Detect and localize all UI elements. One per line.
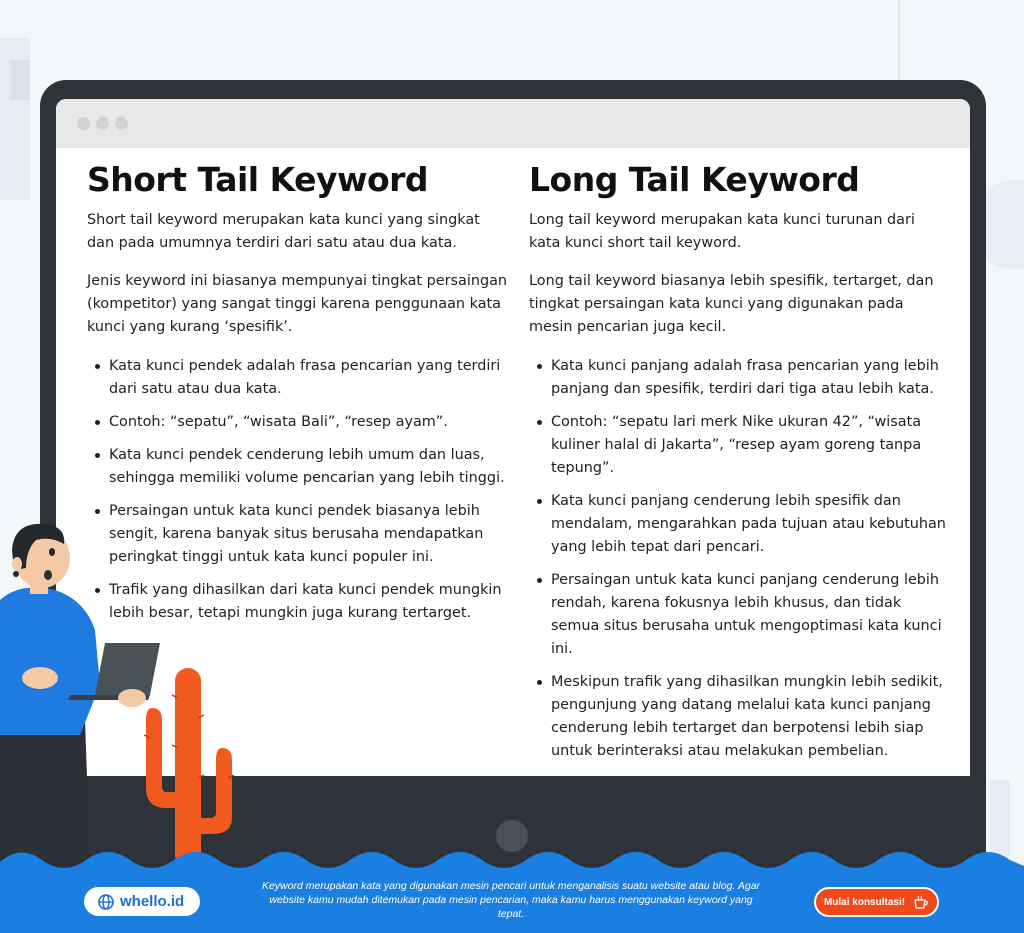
short-tail-paragraph: Jenis keyword ini biasanya mempunyai tingkat persaingan (kompetitor) yang sangat tinggi karena penggunaan kata kunci yang kurang ‘spesifik’. xyxy=(87,273,508,335)
window-dot-3 xyxy=(115,117,128,130)
list-item: Trafik yang dihasilkan dari kata kunci pendek mungkin lebih besar, tetapi mungkin juga kurang tertarget. xyxy=(87,579,507,625)
consultation-button[interactable] xyxy=(814,887,939,917)
list-item: Persaingan untuk kata kunci panjang cenderung lebih rendah, karena fokusnya lebih khusus, dan tidak semua situs berusaha untuk mengoptimasi kata kunci ini. xyxy=(529,569,949,661)
long-tail-paragraph: Long tail keyword biasanya lebih spesifik, tertarget, dan tingkat persaingan kata kunci yang digunakan pada mesin pencarian juga kecil. xyxy=(529,273,934,335)
short-tail-title: Short Tail Keyword xyxy=(87,160,429,199)
list-item: Contoh: “sepatu lari merk Nike ukuran 42”, “wisata kuliner halal di Jakarta”, “resep ayam goreng tanpa tepung”. xyxy=(529,411,949,480)
list-item: Contoh: “sepatu”, “wisata Bali”, “resep ayam”. xyxy=(87,411,507,434)
list-item: Kata kunci panjang adalah frasa pencarian yang lebih panjang dan spesifik, terdiri dari tiga atau lebih kata. xyxy=(529,355,949,401)
list-item: Persaingan untuk kata kunci pendek biasanya lebih sengit, karena banyak situs berusaha mendapatkan peringkat tinggi untuk kata kunci populer ini. xyxy=(87,500,507,569)
consultation-button-label: Mulai konsultasi! xyxy=(823,896,906,908)
person-illustration xyxy=(0,520,160,880)
window-dot-2 xyxy=(96,117,109,130)
long-tail-bullet-list xyxy=(529,355,949,763)
window-dot-1 xyxy=(77,117,90,130)
logo-text: whello.id xyxy=(120,893,185,910)
long-tail-column xyxy=(529,161,949,773)
list-item: Kata kunci pendek adalah frasa pencarian yang terdiri dari satu atau dua kata. xyxy=(87,355,507,401)
short-tail-paragraph: Short tail keyword merupakan kata kunci yang singkat dan pada umumnya terdiri dari satu atau dua kata. xyxy=(87,212,480,251)
whello-logo[interactable] xyxy=(84,887,200,916)
footer-description: Keyword merupakan kata yang digunakan mesin pencari untuk menganalisis suatu website atau blog. Agar website kamu mudah ditemukan pada mesin pencarian, maka kamu harus menggunakan keyword yang tepat. xyxy=(261,880,761,920)
globe-icon xyxy=(98,894,114,910)
background-line-right xyxy=(898,0,900,80)
background-building-left-2 xyxy=(10,60,30,100)
long-tail-title: Long Tail Keyword xyxy=(529,160,860,199)
list-item: Kata kunci pendek cenderung lebih umum dan luas, sehingga memiliki volume pencarian yang lebih tinggi. xyxy=(87,444,507,490)
list-item: Meskipun trafik yang dihasilkan mungkin lebih sedikit, pengunjung yang datang melalui kata kunci panjang cenderung lebih tertarget dan berpotensi lebih siap untuk berinteraksi atau melakukan pembelian. xyxy=(529,671,949,763)
coffee-cup-icon xyxy=(913,895,929,909)
list-item: Kata kunci panjang cenderung lebih spesifik dan mendalam, mengarahkan pada tujuan atau kebutuhan yang lebih tepat dari pencari. xyxy=(529,490,949,559)
long-tail-paragraph: Long tail keyword merupakan kata kunci turunan dari kata kunci short tail keyword. xyxy=(529,212,915,251)
browser-titlebar xyxy=(56,99,970,148)
